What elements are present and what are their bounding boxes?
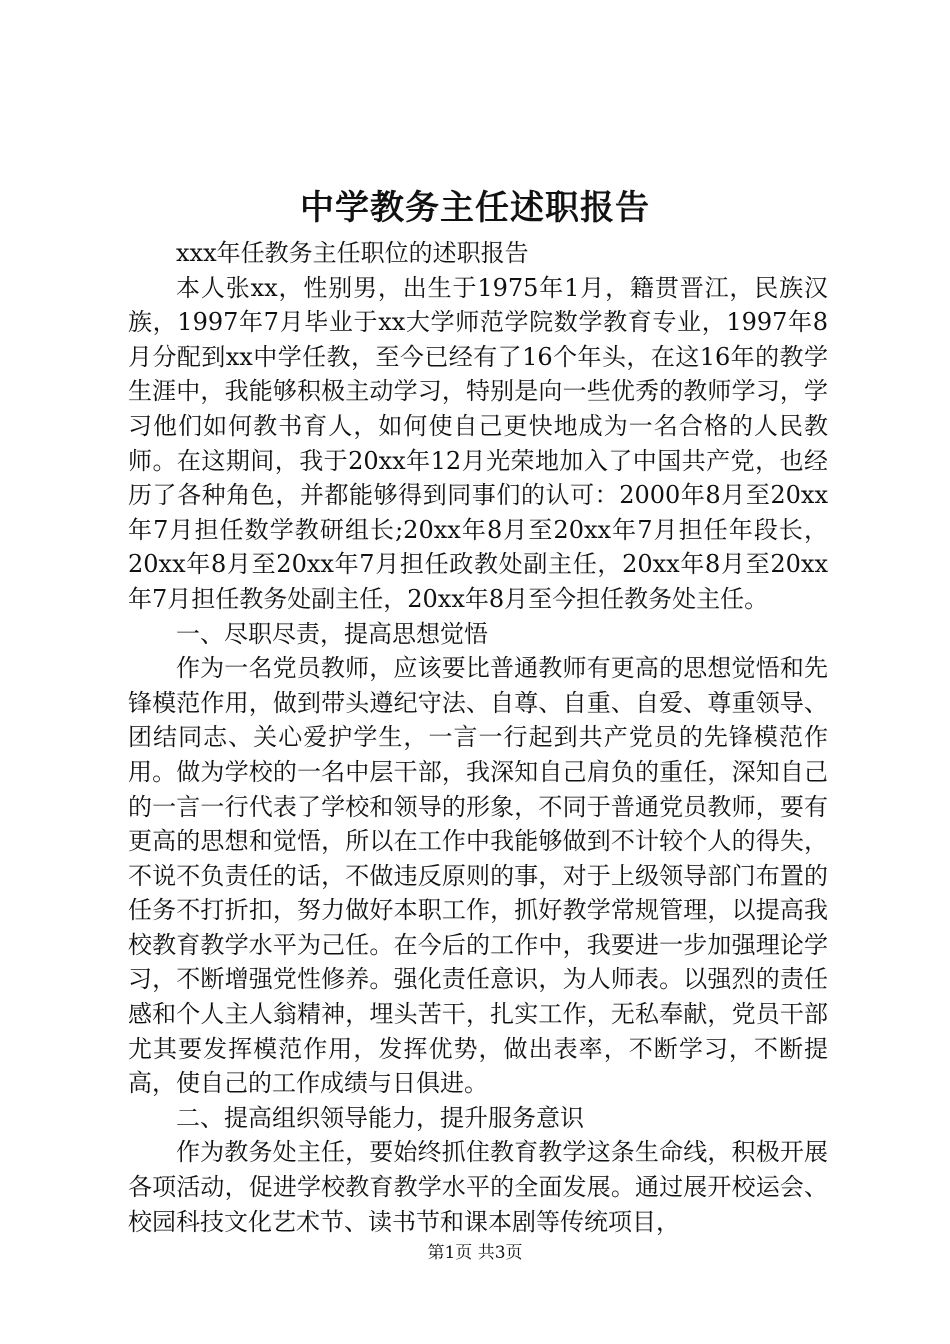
paragraph-introduction: 本人张xx，性别男，出生于1975年1月，籍贯晋江，民族汉族，1997年7月毕业于xx大学师范学院数学教育专业，1997年8月分配到xx中学任教，至今已经有了16个年头，在这16年的教学生涯中，我能够积极主动学习，特别是向一些优秀的教师学习，学习他们如何教书育人，如何使自己更快地成为一名合格的人民教师。在这期间，我于20xx年12月光荣地加入了中国共产党，也经历了各种角色，并都能够得到同事们的认可：2000年8月至20xx年7月担任数学教研组长;20xx年8月至20xx年7月担任年段长，20xx年8月至20xx年7月担任政教处副主任，20xx年8月至20xx年7月担任教务处副主任，20xx年8月至今担任教务处主任。 <box>128 273 828 613</box>
paragraph-section-1: 作为一名党员教师，应该要比普通教师有更高的思想觉悟和先锋模范作用，做到带头遵纪守法、自尊、自重、自爱、尊重领导、团结同志、关心爱护学生，一言一行起到共产党员的先锋模范作用。做为学校的一名中层干部，我深知自己肩负的重任，深知自己的一言一行代表了学校和领导的形象，不同于普通党员教师，要有更高的思想和觉悟，所以在工作中我能够做到不计较个人的得失，不说不负责任的话，不做违反原则的事，对于上级领导部门布置的任务不打折扣，努力做好本职工作，抓好教学常规管理，以提高我校教育教学水平为己任。在今后的工作中，我要进一步加强理论学习，不断增强党性修养。强化责任意识，为人师表。以强烈的责任感和个人主人翁精神，埋头苦干，扎实工作，无私奉献，党员干部尤其要发挥模范作用，发挥优势，做出表率，不断学习，不断提高，使自己的工作成绩与日俱进。 <box>128 654 828 1098</box>
document-title: 中学教务主任述职报告 <box>300 188 650 228</box>
paragraph-section-2: 作为教务处主任，要始终抓住教育教学这条生命线，积极开展各项活动，促进学校教育教学水平的全面发展。通过展开校运会、校园科技文化艺术节、读书节和课本剧等传统项目， <box>128 1138 828 1236</box>
section-heading-2: 二、提高组织领导能力，提升服务意识 <box>176 1103 584 1132</box>
section-heading-1: 一、尽职尽责，提高思想觉悟 <box>176 619 488 648</box>
document-body <box>128 236 828 1239</box>
paragraph-subtitle: xxx年任教务主任职位的述职报告 <box>176 239 529 267</box>
page-number-footer: 第1页 共3页 <box>427 1243 523 1263</box>
